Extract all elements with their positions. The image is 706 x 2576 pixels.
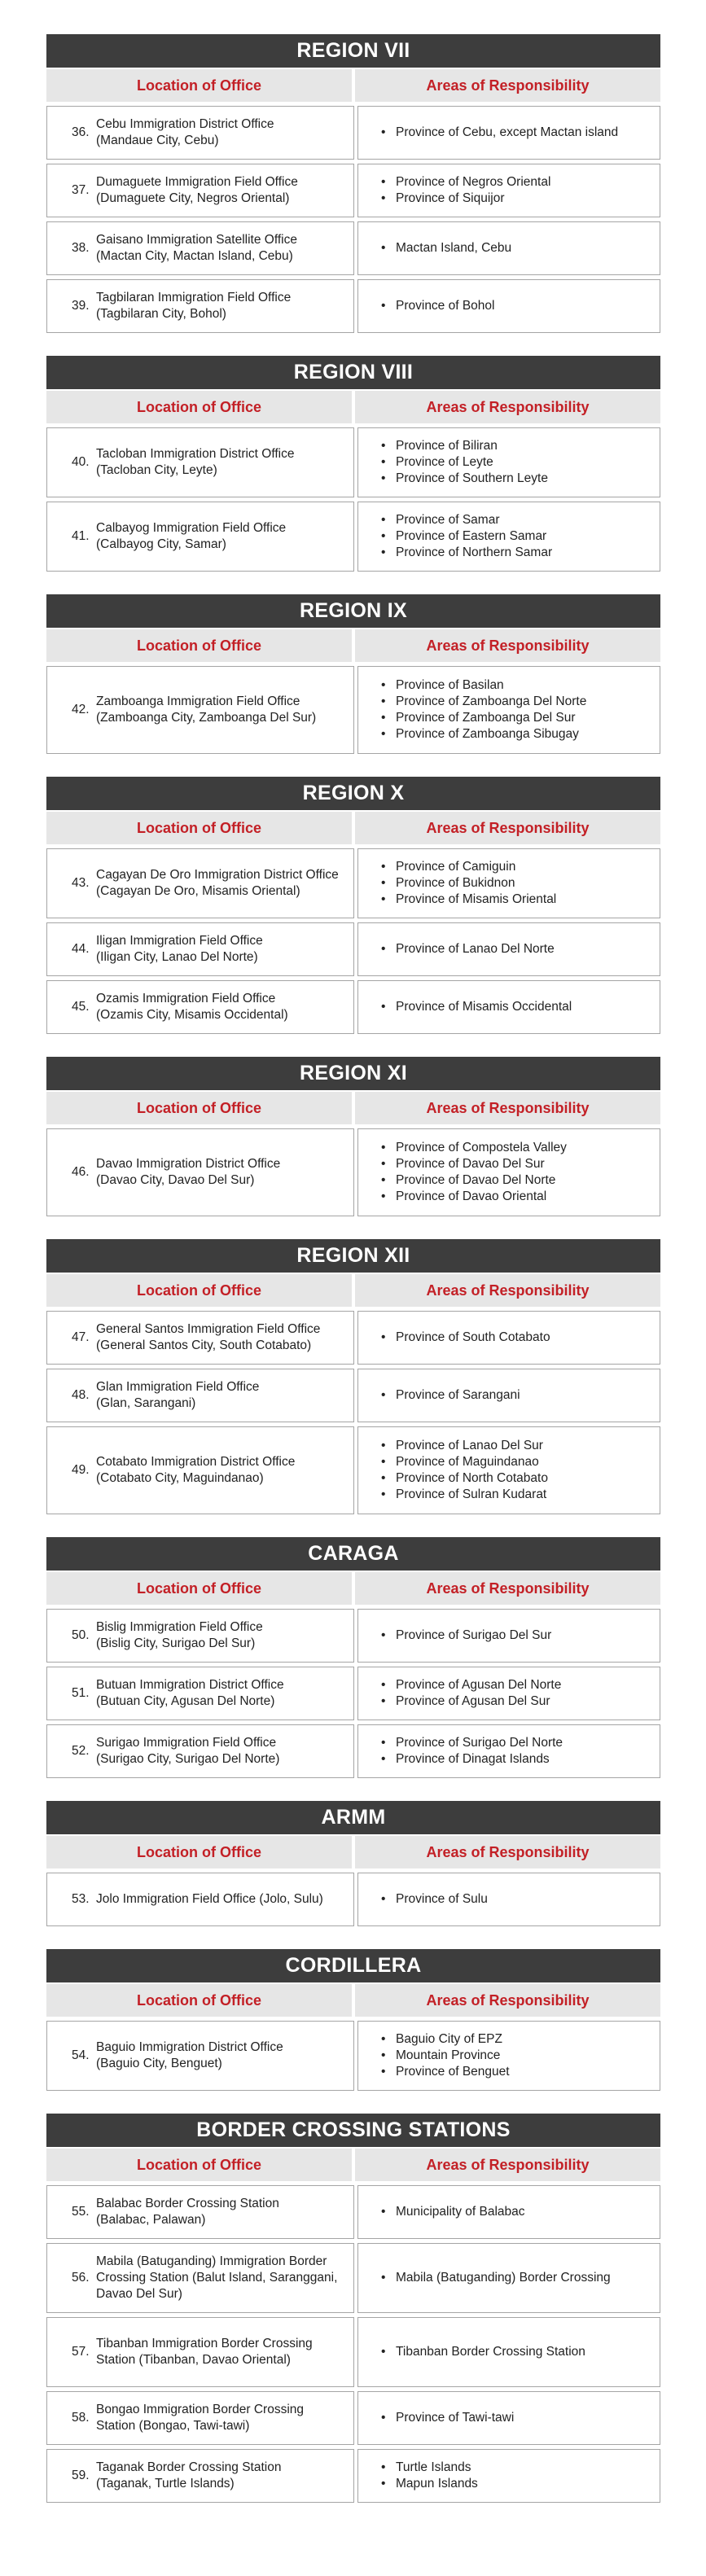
- office-name: Baguio Immigration District Office: [96, 2040, 283, 2054]
- office-name: Gaisano Immigration Satellite Office: [96, 233, 297, 247]
- office-row: [46, 427, 660, 497]
- areas-list: [378, 512, 552, 561]
- office-text: [96, 867, 339, 900]
- areas-cell: [357, 1426, 660, 1514]
- areas-list: [378, 1140, 567, 1205]
- office-text: [96, 2196, 279, 2228]
- office-text: [96, 694, 316, 726]
- areas-cell: [357, 1311, 660, 1365]
- office-name: Davao Immigration District Office: [96, 1157, 281, 1171]
- office-text: [96, 1677, 284, 1710]
- office-location-cell: [46, 2021, 354, 2091]
- office-row: [46, 1873, 660, 1926]
- area-item: • Province of Samar: [378, 512, 552, 528]
- area-item: • Province of South Cotabato: [378, 1330, 550, 1346]
- office-row: [46, 1426, 660, 1514]
- areas-list: [378, 2460, 478, 2492]
- office-number: 47.: [72, 1330, 90, 1344]
- office-name: Iligan Immigration Field Office: [96, 934, 263, 948]
- office-number: 59.: [72, 2469, 90, 2482]
- office-city: (Tacloban City, Leyte): [96, 463, 217, 477]
- office-name: Ozamis Immigration Field Office: [96, 992, 276, 1005]
- office-location-cell: [46, 2317, 354, 2387]
- office-text: [96, 1156, 280, 1189]
- office-number: 36.: [72, 125, 90, 139]
- areas-cell: [357, 2449, 660, 2503]
- office-row: [46, 2449, 660, 2503]
- area-item: • Province of Surigao Del Sur: [378, 1628, 551, 1644]
- office-row: [46, 2243, 660, 2313]
- areas-cell: [357, 1724, 660, 1778]
- area-item: • Province of Surigao Del Norte: [378, 1735, 563, 1751]
- area-item: • Province of Camiguin: [378, 859, 556, 875]
- region-section: [46, 1801, 660, 1926]
- location-column-header: Location of Office: [46, 1092, 352, 1124]
- area-item: • Tibanban Border Crossing Station: [378, 2344, 585, 2360]
- office-location-cell: [46, 279, 354, 333]
- region-section: [46, 356, 660, 572]
- office-name: Glan Immigration Field Office: [96, 1380, 260, 1394]
- region-title: CARAGA: [46, 1537, 660, 1571]
- office-row: [46, 1609, 660, 1663]
- office-city: (Taganak, Turtle Islands): [96, 2477, 235, 2491]
- areas-cell: [357, 1609, 660, 1663]
- area-item: • Province of Eastern Samar: [378, 528, 552, 545]
- office-name: Mabila (Batuganding) Immigration Border Crossing Station (Balut Island, Saranggani, Davao Del Sur): [96, 2254, 338, 2301]
- column-header-row: [46, 69, 660, 102]
- office-row: [46, 164, 660, 217]
- office-location-cell: [46, 2449, 354, 2503]
- office-number: 57.: [72, 2345, 90, 2359]
- office-location-cell: [46, 1311, 354, 1365]
- office-location-cell: [46, 922, 354, 976]
- office-location-cell: [46, 848, 354, 918]
- area-item: • Province of Zamboanga Del Sur: [378, 710, 586, 726]
- location-column-header: Location of Office: [46, 69, 352, 102]
- office-city: (Calbayog City, Samar): [96, 537, 226, 551]
- areas-list: [378, 1735, 563, 1768]
- area-item: • Province of Davao Oriental: [378, 1189, 567, 1205]
- office-name: Calbayog Immigration Field Office: [96, 521, 287, 535]
- area-item: • Province of Northern Samar: [378, 545, 552, 561]
- office-name: Tagbilaran Immigration Field Office: [96, 291, 292, 304]
- office-location-cell: [46, 666, 354, 754]
- office-text: [96, 446, 295, 479]
- location-column-header: Location of Office: [46, 629, 352, 662]
- area-item: • Mactan Island, Cebu: [378, 240, 511, 256]
- areas-column-header: Areas of Responsibility: [355, 1092, 660, 1124]
- areas-column-header: Areas of Responsibility: [355, 2149, 660, 2181]
- areas-column-header: Areas of Responsibility: [355, 1572, 660, 1605]
- office-text: [96, 1735, 279, 1768]
- area-item: • Province of Davao Del Sur: [378, 1156, 567, 1172]
- office-city: (Surigao City, Surigao Del Norte): [96, 1752, 280, 1766]
- areas-cell: [357, 1873, 660, 1926]
- region-title: REGION VII: [46, 34, 660, 68]
- office-number: 40.: [72, 455, 90, 469]
- areas-cell: [357, 221, 660, 275]
- region-section: [46, 1239, 660, 1514]
- area-item: • Province of Compostela Valley: [378, 1140, 567, 1156]
- office-city: (Zamboanga City, Zamboanga Del Sur): [96, 711, 317, 725]
- office-text: [96, 232, 297, 265]
- area-item: • Province of Sulu: [378, 1891, 488, 1908]
- office-city: (Davao City, Davao Del Sur): [96, 1173, 255, 1187]
- areas-list: [378, 2344, 585, 2360]
- office-row: [46, 2021, 660, 2091]
- office-row: [46, 1128, 660, 1216]
- office-city: (Butuan City, Agusan Del Norte): [96, 1694, 275, 1708]
- area-item: • Municipality of Balabac: [378, 2204, 525, 2220]
- areas-list: [378, 1438, 548, 1503]
- location-column-header: Location of Office: [46, 1274, 352, 1307]
- area-item: • Province of Negros Oriental: [378, 174, 550, 191]
- area-item: • Province of Biliran: [378, 438, 548, 454]
- areas-list: [378, 240, 511, 256]
- area-item: • Province of Agusan Del Norte: [378, 1677, 561, 1693]
- office-location-cell: [46, 1667, 354, 1720]
- office-row: [46, 2391, 660, 2445]
- region-section: [46, 2114, 660, 2503]
- area-item: • Baguio City of EPZ: [378, 2031, 510, 2048]
- office-number: 42.: [72, 703, 90, 716]
- area-item: • Province of Misamis Oriental: [378, 892, 556, 908]
- office-number: 52.: [72, 1744, 90, 1758]
- office-text: [96, 933, 263, 966]
- office-name: Taganak Border Crossing Station: [96, 2460, 282, 2474]
- areas-column-header: Areas of Responsibility: [355, 391, 660, 423]
- areas-list: [378, 1387, 520, 1404]
- office-name: Jolo Immigration Field Office (Jolo, Sulu): [96, 1892, 323, 1906]
- office-number: 46.: [72, 1165, 90, 1179]
- office-text: [96, 2402, 345, 2434]
- office-number: 58.: [72, 2411, 90, 2425]
- area-item: • Province of Benguet: [378, 2064, 510, 2080]
- office-text: [96, 520, 286, 553]
- areas-list: [378, 1677, 561, 1710]
- areas-list: [378, 125, 618, 141]
- areas-column-header: Areas of Responsibility: [355, 1984, 660, 2017]
- area-item: • Province of Lanao Del Sur: [378, 1438, 548, 1454]
- office-name: Cagayan De Oro Immigration District Office: [96, 868, 339, 882]
- office-location-cell: [46, 164, 354, 217]
- area-item: • Province of Davao Del Norte: [378, 1172, 567, 1189]
- areas-cell: [357, 922, 660, 976]
- region-section: [46, 34, 660, 333]
- region-title: REGION X: [46, 777, 660, 810]
- region-section: [46, 1537, 660, 1778]
- areas-cell: [357, 427, 660, 497]
- office-row: [46, 922, 660, 976]
- office-text: [96, 2460, 281, 2492]
- areas-list: [378, 438, 548, 487]
- region-section: [46, 1949, 660, 2091]
- office-text: [96, 1454, 295, 1487]
- areas-list: [378, 1628, 551, 1644]
- office-text: [96, 2254, 345, 2302]
- area-item: • Province of Misamis Occidental: [378, 999, 572, 1015]
- office-row: [46, 279, 660, 333]
- office-name: Cotabato Immigration District Office: [96, 1455, 296, 1469]
- areas-list: [378, 298, 495, 314]
- office-city: (Dumaguete City, Negros Oriental): [96, 191, 290, 205]
- office-location-cell: [46, 221, 354, 275]
- office-number: 56.: [72, 2271, 90, 2285]
- location-column-header: Location of Office: [46, 2149, 352, 2181]
- office-location-cell: [46, 1609, 354, 1663]
- office-name: Bislig Immigration Field Office: [96, 1620, 263, 1634]
- area-item: • Province of Bohol: [378, 298, 495, 314]
- office-text: [96, 116, 274, 149]
- office-text: [96, 1891, 323, 1908]
- areas-column-header: Areas of Responsibility: [355, 69, 660, 102]
- region-title: REGION XI: [46, 1057, 660, 1090]
- area-item: • Province of Leyte: [378, 454, 548, 471]
- office-name: Tibanban Immigration Border Crossing Station (Tibanban, Davao Oriental): [96, 2337, 313, 2367]
- region-section: [46, 1057, 660, 1216]
- office-text: [96, 1379, 259, 1412]
- areas-cell: [357, 106, 660, 160]
- areas-cell: [357, 1369, 660, 1422]
- areas-list: [378, 2410, 514, 2426]
- office-city: (Bislig City, Surigao Del Sur): [96, 1636, 256, 1650]
- area-item: • Mountain Province: [378, 2048, 510, 2064]
- location-column-header: Location of Office: [46, 1836, 352, 1868]
- areas-list: [378, 2031, 510, 2080]
- areas-cell: [357, 848, 660, 918]
- office-name: Zamboanga Immigration Field Office: [96, 694, 300, 708]
- area-item: • Province of Agusan Del Sur: [378, 1693, 561, 1710]
- area-item: • Province of Southern Leyte: [378, 471, 548, 487]
- column-header-row: [46, 1274, 660, 1307]
- areas-list: [378, 174, 550, 207]
- office-location-cell: [46, 1873, 354, 1926]
- areas-list: [378, 1891, 488, 1908]
- column-header-row: [46, 1836, 660, 1868]
- areas-list: [378, 999, 572, 1015]
- office-row: [46, 980, 660, 1034]
- office-name: General Santos Immigration Field Office: [96, 1322, 321, 1336]
- areas-cell: [357, 980, 660, 1034]
- location-column-header: Location of Office: [46, 1984, 352, 2017]
- office-number: 44.: [72, 942, 90, 956]
- office-text: [96, 1619, 263, 1652]
- office-row: [46, 221, 660, 275]
- areas-cell: [357, 2243, 660, 2313]
- location-column-header: Location of Office: [46, 812, 352, 844]
- office-location-cell: [46, 2391, 354, 2445]
- region-title: CORDILLERA: [46, 1949, 660, 1982]
- area-item: • Province of Sarangani: [378, 1387, 520, 1404]
- areas-list: [378, 1330, 550, 1346]
- areas-cell: [357, 2021, 660, 2091]
- region-section: [46, 594, 660, 754]
- area-item: • Province of Dinagat Islands: [378, 1751, 563, 1768]
- office-name: Butuan Immigration District Office: [96, 1678, 284, 1692]
- office-number: 55.: [72, 2205, 90, 2219]
- office-city: (Glan, Sarangani): [96, 1396, 196, 1410]
- column-header-row: [46, 812, 660, 844]
- office-city: (Iligan City, Lanao Del Norte): [96, 950, 258, 964]
- office-row: [46, 848, 660, 918]
- area-item: • Province of Lanao Del Norte: [378, 941, 555, 957]
- area-item: • Province of Sulran Kudarat: [378, 1487, 548, 1503]
- area-item: • Province of North Cotabato: [378, 1470, 548, 1487]
- office-number: 45.: [72, 1000, 90, 1014]
- area-item: • Mapun Islands: [378, 2476, 478, 2492]
- office-name: Bongao Immigration Border Crossing Station (Bongao, Tawi-tawi): [96, 2403, 305, 2433]
- office-location-cell: [46, 1724, 354, 1778]
- areas-list: [378, 2270, 611, 2286]
- office-city: (Baguio City, Benguet): [96, 2057, 222, 2070]
- office-location-cell: [46, 1426, 354, 1514]
- area-item: • Province of Zamboanga Sibugay: [378, 726, 586, 743]
- office-location-cell: [46, 106, 354, 160]
- office-number: 54.: [72, 2048, 90, 2062]
- office-name: Tacloban Immigration District Office: [96, 447, 295, 461]
- office-city: (Mandaue City, Cebu): [96, 134, 219, 147]
- office-number: 43.: [72, 876, 90, 890]
- office-city: (General Santos City, South Cotabato): [96, 1338, 312, 1352]
- location-column-header: Location of Office: [46, 391, 352, 423]
- column-header-row: [46, 391, 660, 423]
- office-city: (Cotabato City, Maguindanao): [96, 1471, 264, 1485]
- office-name: Surigao Immigration Field Office: [96, 1736, 277, 1750]
- areas-list: [378, 941, 555, 957]
- region-title: REGION XII: [46, 1239, 660, 1273]
- office-number: 50.: [72, 1628, 90, 1642]
- office-text: [96, 991, 288, 1023]
- office-city: (Cagayan De Oro, Misamis Oriental): [96, 884, 300, 898]
- office-number: 48.: [72, 1388, 90, 1402]
- areas-cell: [357, 2391, 660, 2445]
- area-item: • Province of Siquijor: [378, 191, 550, 207]
- area-item: • Province of Basilan: [378, 677, 586, 694]
- region-title: REGION VIII: [46, 356, 660, 389]
- region-title: REGION IX: [46, 594, 660, 628]
- region-title: ARMM: [46, 1801, 660, 1834]
- areas-column-header: Areas of Responsibility: [355, 1836, 660, 1868]
- column-header-row: [46, 1572, 660, 1605]
- areas-list: [378, 2204, 525, 2220]
- areas-cell: [357, 502, 660, 572]
- area-item: • Turtle Islands: [378, 2460, 478, 2476]
- office-row: [46, 666, 660, 754]
- areas-column-header: Areas of Responsibility: [355, 812, 660, 844]
- areas-column-header: Areas of Responsibility: [355, 629, 660, 662]
- office-text: [96, 174, 298, 207]
- areas-list: [378, 859, 556, 908]
- location-column-header: Location of Office: [46, 1572, 352, 1605]
- areas-list: [378, 677, 586, 743]
- office-number: 49.: [72, 1463, 90, 1477]
- area-item: • Province of Bukidnon: [378, 875, 556, 892]
- areas-cell: [357, 1667, 660, 1720]
- areas-column-header: Areas of Responsibility: [355, 1274, 660, 1307]
- office-number: 38.: [72, 241, 90, 255]
- column-header-row: [46, 1092, 660, 1124]
- office-location-cell: [46, 427, 354, 497]
- office-name: Cebu Immigration District Office: [96, 117, 274, 131]
- region-section: [46, 777, 660, 1034]
- areas-cell: [357, 164, 660, 217]
- office-location-cell: [46, 2185, 354, 2239]
- office-row: [46, 1724, 660, 1778]
- area-item: • Province of Tawi-tawi: [378, 2410, 514, 2426]
- office-location-cell: [46, 1369, 354, 1422]
- office-row: [46, 1311, 660, 1365]
- office-number: 39.: [72, 299, 90, 313]
- office-row: [46, 1667, 660, 1720]
- column-header-row: [46, 629, 660, 662]
- office-name: Balabac Border Crossing Station: [96, 2197, 279, 2210]
- column-header-row: [46, 1984, 660, 2017]
- office-text: [96, 2336, 345, 2368]
- office-name: Dumaguete Immigration Field Office: [96, 175, 298, 189]
- office-number: 37.: [72, 183, 90, 197]
- office-location-cell: [46, 2243, 354, 2313]
- area-item: • Province of Maguindanao: [378, 1454, 548, 1470]
- office-number: 51.: [72, 1686, 90, 1700]
- office-location-cell: [46, 502, 354, 572]
- areas-cell: [357, 2317, 660, 2387]
- office-row: [46, 2185, 660, 2239]
- office-city: (Ozamis City, Misamis Occidental): [96, 1008, 288, 1022]
- office-row: [46, 2317, 660, 2387]
- areas-cell: [357, 2185, 660, 2239]
- office-row: [46, 106, 660, 160]
- areas-cell: [357, 666, 660, 754]
- area-item: • Province of Zamboanga Del Norte: [378, 694, 586, 710]
- area-item: • Province of Cebu, except Mactan island: [378, 125, 618, 141]
- office-location-cell: [46, 980, 354, 1034]
- office-location-cell: [46, 1128, 354, 1216]
- office-city: (Balabac, Palawan): [96, 2213, 206, 2227]
- areas-cell: [357, 1128, 660, 1216]
- office-text: [96, 2039, 283, 2072]
- areas-cell: [357, 279, 660, 333]
- office-text: [96, 1321, 320, 1354]
- region-title: BORDER CROSSING STATIONS: [46, 2114, 660, 2147]
- office-number: 41.: [72, 529, 90, 543]
- office-number: 53.: [72, 1892, 90, 1906]
- office-row: [46, 1369, 660, 1422]
- office-city: (Mactan City, Mactan Island, Cebu): [96, 249, 293, 263]
- office-row: [46, 502, 660, 572]
- office-text: [96, 290, 291, 322]
- area-item: • Mabila (Batuganding) Border Crossing: [378, 2270, 611, 2286]
- office-city: (Tagbilaran City, Bohol): [96, 307, 226, 321]
- column-header-row: [46, 2149, 660, 2181]
